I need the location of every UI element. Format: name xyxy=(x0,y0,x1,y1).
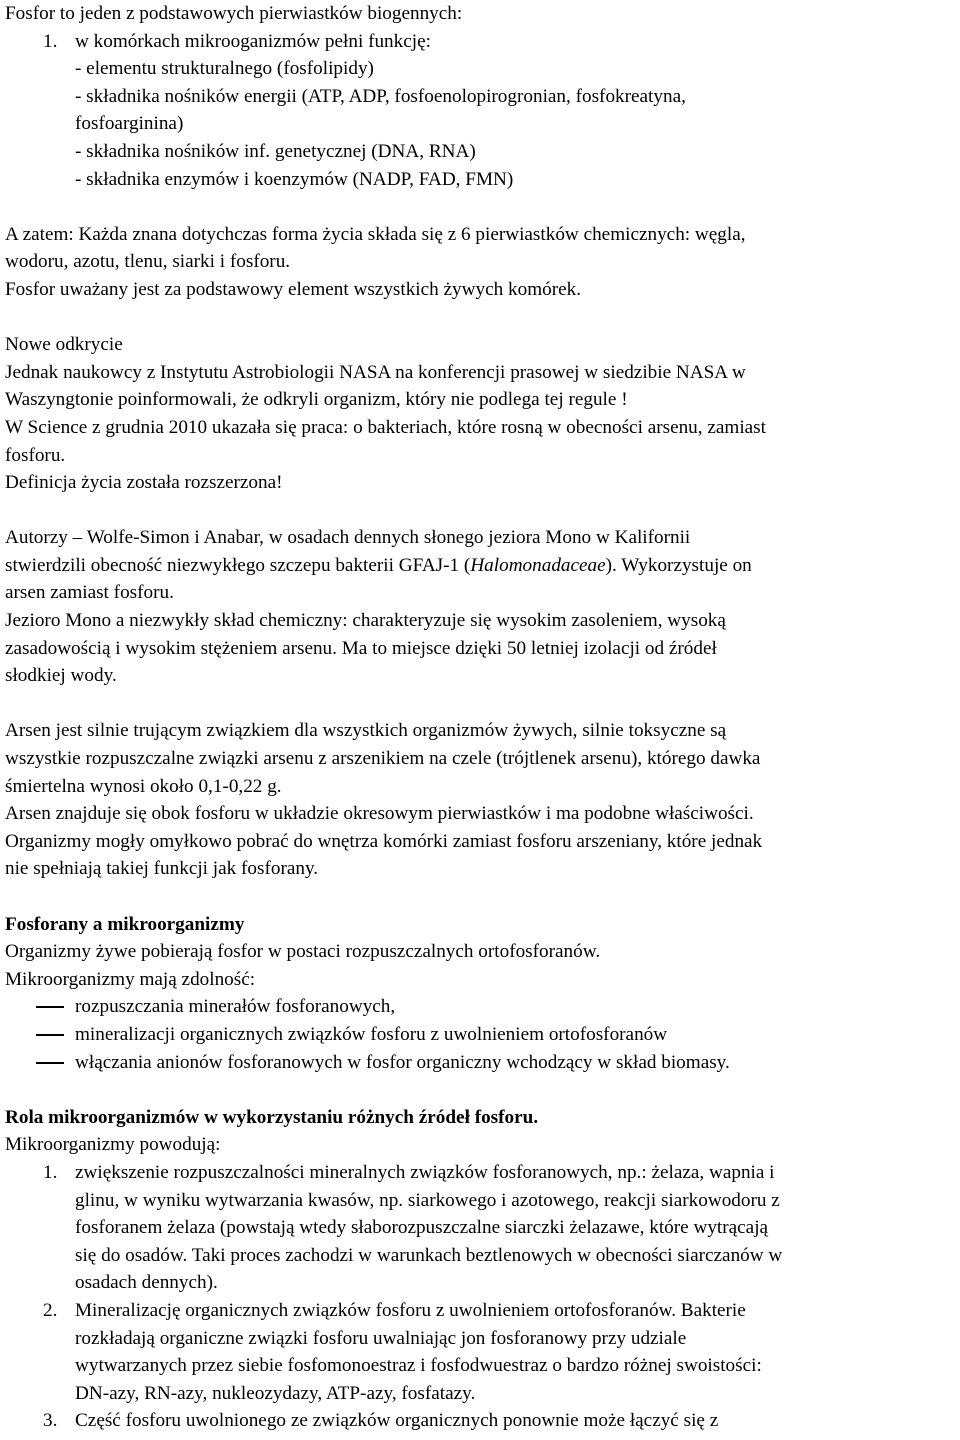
discovery-line: W Science z grudnia 2010 ukazała się praca: o bakteriach, które rosną w obecności arsenu, zamiast xyxy=(5,416,766,438)
dash-list-item xyxy=(5,1049,957,1077)
dash-list-item xyxy=(5,1021,957,1049)
discovery-heading: Nowe odkrycie xyxy=(5,334,123,356)
role-item-2-cont: wytwarzanych przez siebie fosfomonoestraz i fosfodwuestraz o bardzo różnej swoistości: xyxy=(75,1355,762,1377)
role-item-number: 2. xyxy=(43,1299,58,1321)
summary-line: Fosfor uważany jest za podstawowy element wszystkich żywych komórek. xyxy=(5,278,582,300)
dash-bullet-icon xyxy=(36,1006,64,1008)
phosphates-heading: Fosforany a mikroorganizmy xyxy=(5,913,245,935)
phosphates-line: Organizmy żywe pobierają fosfor w postaci rozpuszczalnych ortofosforanów. xyxy=(5,941,601,963)
role-item-number: 1. xyxy=(43,1161,58,1183)
dash-list-text: rozpuszczania minerałów fosforanowych, xyxy=(75,996,396,1018)
summary-line: wodoru, azotu, tlenu, siarki i fosforu. xyxy=(5,251,291,273)
role-item-1 xyxy=(5,1159,957,1187)
taxon-name: Halomonadaceae xyxy=(470,554,606,576)
role-item-2-cont: rozkładają organiczne związki fosforu uwalniając jon fosforanowy przy udziale xyxy=(75,1327,687,1349)
intro-sub-item: fosfoarginina) xyxy=(75,113,184,135)
role-item-number: 3. xyxy=(43,1410,58,1432)
dash-list-text: włączania anionów fosforanowych w fosfor organiczny wchodzący w skład biomasy. xyxy=(75,1051,730,1073)
discovery-line: Definicja życia została rozszerzona! xyxy=(5,472,283,494)
spacer xyxy=(5,690,957,718)
role-item-1-cont: się do osadów. Taki proces zachodzi w warunkach beztlenowych w obecności siarczanów w xyxy=(75,1244,783,1266)
spacer xyxy=(5,193,957,221)
discovery-line: Waszyngtonie poinformowali, że odkryli organizm, który nie podlega tej regule ! xyxy=(5,389,628,411)
discovery-line: fosforu. xyxy=(5,444,66,466)
arsenic-line: wszystkie rozpuszczalne związki arsenu z arszenikiem na czele (trójtlenek arsenu), którego dawka xyxy=(5,748,761,770)
dash-list-text: mineralizacji organicznych związków fosforu z uwolnieniem ortofosforanów xyxy=(75,1023,668,1045)
intro-sub-item: - składnika nośników inf. genetycznej (DNA, RNA) xyxy=(75,140,476,162)
arsenic-line: Arsen znajduje się obok fosforu w układzie okresowym pierwiastków i ma podobne właściwości. xyxy=(5,803,754,825)
dash-bullet-icon xyxy=(36,1062,64,1064)
phosphates-line: Mikroorganizmy mają zdolność: xyxy=(5,968,256,990)
intro-sub-item: - elementu strukturalnego (fosfolipidy) xyxy=(75,58,374,80)
role-item-3 xyxy=(5,1407,957,1435)
role-item-1-cont: fosforanem żelaza (powstają wtedy słaborozpuszczalne siarczki żelazawe, które wytrącają xyxy=(75,1217,769,1239)
intro-list-number: 1. xyxy=(43,30,58,52)
dash-list-item xyxy=(5,993,957,1021)
discovery-line: Jednak naukowcy z Instytutu Astrobiologii NASA na konferencji prasowej w siedzibie NASA w xyxy=(5,361,746,383)
spacer xyxy=(5,883,957,911)
role-item-1-cont: glinu, w wyniku wytwarzania kwasów, np. siarkowego i azotowego, reakcji siarkowodoru z xyxy=(75,1189,780,1211)
spacer xyxy=(5,1076,957,1104)
intro-list-text: w komórkach mikrooganizmów pełni funkcję: xyxy=(75,30,431,52)
arsenic-line: nie spełniają takiej funkcji jak fosforany. xyxy=(5,858,319,880)
arsenic-line: Organizmy mogły omyłkowo pobrać do wnętrza komórki zamiast fosforu arszeniany, które jednak xyxy=(5,830,763,852)
authors-line: zasadowością i wysokim stężeniem arsenu. Ma to miejsce dzięki 50 letniej izolacji od źródeł xyxy=(5,637,717,659)
role-item-1-cont: osadach dennych). xyxy=(75,1272,218,1294)
spacer xyxy=(5,497,957,525)
authors-line xyxy=(5,552,957,580)
spacer xyxy=(5,304,957,332)
role-item-text: zwiększenie rozpuszczalności mineralnych związków fosforanowych, np.: żelaza, wapnia i xyxy=(75,1161,775,1183)
intro-list-item-1 xyxy=(5,28,957,56)
arsenic-line: Arsen jest silnie trującym związkiem dla wszystkich organizmów żywych, silnie toksyczne są xyxy=(5,720,727,742)
authors-text: ). Wykorzystuje on xyxy=(605,554,752,576)
authors-line: Autorzy – Wolfe-Simon i Anabar, w osadach dennych słonego jeziora Mono w Kalifornii xyxy=(5,527,691,549)
authors-text: stwierdzili obecność niezwykłego szczepu bakterii GFAJ-1 ( xyxy=(5,554,471,576)
intro-sub-item: - składnika enzymów i koenzymów (NADP, FAD, FMN) xyxy=(75,168,514,190)
authors-line: słodkiej wody. xyxy=(5,665,117,687)
authors-line: arsen zamiast fosforu. xyxy=(5,582,174,604)
role-intro: Mikroorganizmy powodują: xyxy=(5,1134,221,1156)
document-page xyxy=(5,0,957,1435)
authors-line: Jezioro Mono a niezwykły skład chemiczny: charakteryzuje się wysokim zasoleniem, wysoką xyxy=(5,610,726,632)
intro-sub-item: - składnika nośników energii (ATP, ADP, fosfoenolopirogronian, fosfokreatyna, xyxy=(75,85,686,107)
arsenic-line: śmiertelna wynosi około 0,1-0,22 g. xyxy=(5,775,282,797)
summary-line: A zatem: Każda znana dotychczas forma życia składa się z 6 pierwiastków chemicznych: węgla, xyxy=(5,223,746,245)
role-item-text: Mineralizację organicznych związków fosforu z uwolnieniem ortofosforanów. Bakterie xyxy=(75,1299,746,1321)
dash-bullet-icon xyxy=(36,1034,64,1036)
role-item-2-cont: DN-azy, RN-azy, nukleozydazy, ATP-azy, fosfatazy. xyxy=(75,1382,476,1404)
intro-title: Fosfor to jeden z podstawowych pierwiastków biogennych: xyxy=(5,3,463,24)
role-item-text: Część fosforu uwolnionego ze związków organicznych ponownie może łączyć się z xyxy=(75,1410,719,1432)
role-heading: Rola mikroorganizmów w wykorzystaniu różnych źródeł fosforu. xyxy=(5,1106,539,1128)
role-item-2 xyxy=(5,1297,957,1325)
